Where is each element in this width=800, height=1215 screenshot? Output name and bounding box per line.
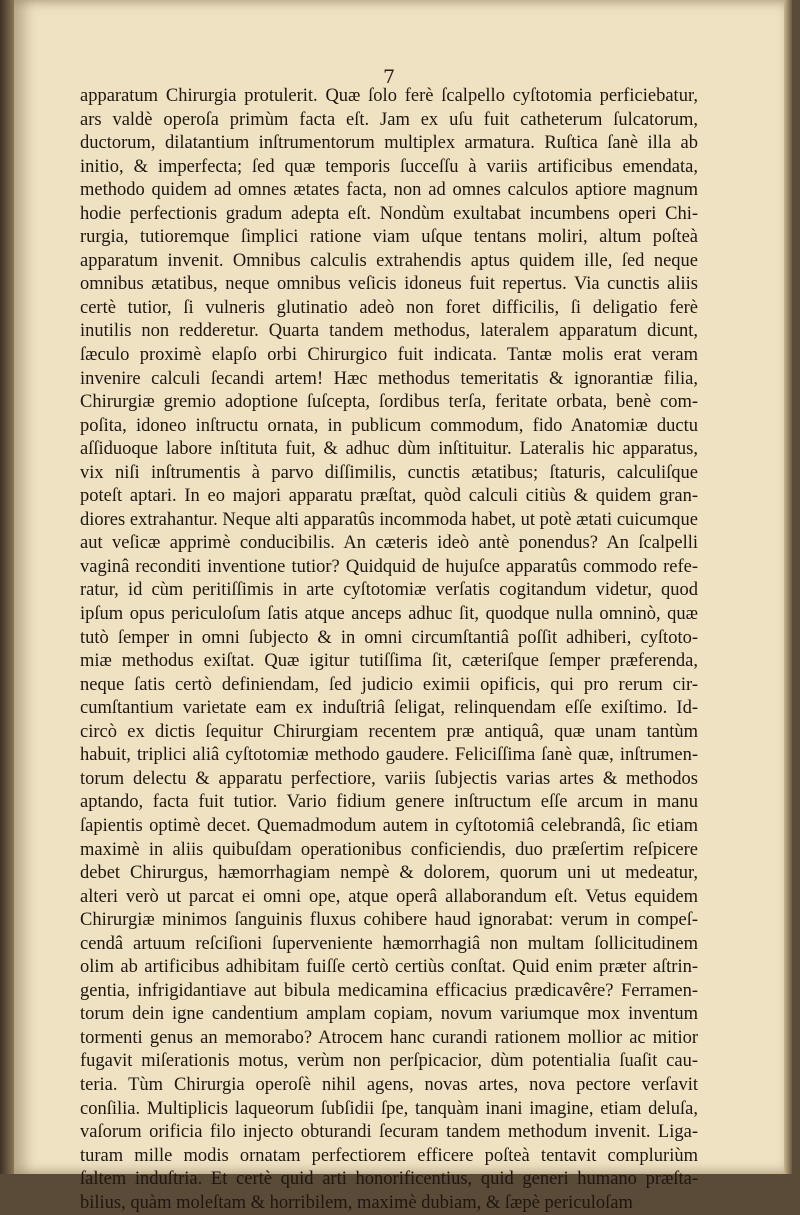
text-line: ductorum, dilatantium inſtrumentorum multiplex armatura. Ruſtica ſanè illa ab	[80, 133, 698, 154]
text-line: tutò ſemper in omni ſubjecto & in omni circumſtantiâ poſſit adhiberi, cyſtoto-	[80, 627, 698, 648]
text-line: initio, & imperfecta; ſed quæ temporis ſucceſſu à variis artificibus emendata,	[80, 156, 698, 177]
text-line: alteri verò ut parcat ei omni ope, atque operâ allaborandum eſt. Vetus equidem	[80, 886, 698, 907]
text-line: neque ſatis certò definiendam, ſed judicio eximii opificis, qui pro rerum cir-	[80, 674, 698, 695]
text-line: aſſiduoque labore inſtituta fuit, & adhuc dùm inſtituitur. Lateralis hic apparatus,	[80, 439, 698, 460]
text-line: inutilis non redderetur. Quarta tandem methodus, lateralem apparatum dicunt,	[80, 321, 698, 342]
body-text	[80, 85, 698, 1215]
text-line: poſita, idoneo inſtructu ornata, in publicum commodum, fido Anatomiæ ductu	[80, 415, 698, 436]
page-number: 7	[382, 66, 396, 88]
text-line: cendâ artuum reſciſioni ſuperveniente hæmorrhagiâ non multam ſollicitudinem	[80, 933, 698, 954]
text-line: fugavit miſerationis motus, verùm non perſpicacior, dùm potentialia ſuaſit cau-	[80, 1051, 698, 1072]
text-line: cumſtantium varietate eam ex induſtriâ ſeligat, relinquendam eſſe exiſtimo. Id-	[80, 698, 698, 719]
text-line: diores extrahantur. Neque alti apparatûs incommoda habet, ut potè ætati cuicumque	[80, 509, 698, 530]
text-line: ſapientis optimè decet. Quemadmodum autem in cyſtotomiâ celebrandâ, ſic etiam	[80, 815, 698, 836]
text-line: habuit, triplici aliâ cyſtotomiæ methodo gaudere. Feliciſſima ſanè quæ, inſtrumen-	[80, 745, 698, 766]
text-line: rurgia, tutioremque ſimplici ratione viam uſque tentans moliri, altum poſteà	[80, 227, 698, 248]
text-line: olim ab artificibus adhibitam fuiſſe certò certiùs conſtat. Quid enim præter aſtrin-	[80, 957, 698, 978]
text-line: invenire calculi ſecandi artem! Hæc methodus temeritatis & ignorantiæ filia,	[80, 368, 698, 389]
book-spine-shadow	[0, 0, 14, 1174]
text-line: ratur, id cùm peritiſſimis in arte cyſtotomiæ verſatis cogitandum videtur, quod	[80, 580, 698, 601]
text-line: ſaltem induſtria. Et certè quid arti honorificentius, quid generi humano præſta-	[80, 1169, 698, 1190]
text-line: tormenti genus an memorabo? Atrocem hanc curandi rationem mollior ac mitior	[80, 1027, 698, 1048]
text-line: certè tutior, ſi vulneris glutinatio adeò non foret difficilis, ſi deligatio ferè	[80, 297, 698, 318]
text-line: Chirurgiæ minimos ſanguinis fluxus cohibere haud ignorabat: verum in compeſ-	[80, 910, 698, 931]
text-line: teria. Tùm Chirurgia operoſè nihil agens, novas artes, nova pectore verſavit	[80, 1074, 698, 1095]
text-line: vaginâ reconditi inventione tutior? Quidquid de hujuſce apparatûs commodo refe-	[80, 556, 698, 577]
text-line: miæ methodus exiſtat. Quæ igitur tutiſſima ſit, cæteriſque ſemper præferenda,	[80, 651, 698, 672]
text-line: torum dein igne candentium amplam copiam, novum variumque mox inventum	[80, 1004, 698, 1025]
text-line: poteſt aptari. In eo majori apparatu præſtat, quòd calculi citiùs & quidem gran-	[80, 486, 698, 507]
text-line: gentia, infrigidantiave aut bibula medicamina efficacius prædicavêre? Ferramen-	[80, 980, 698, 1001]
text-line: omnibus ætatibus, neque omnibus veſicis idoneus fuit repertus. Via cunctis aliis	[80, 274, 698, 295]
text-line: vaſorum orificia filo injecto obturandi ſecuram tandem methodum invenit. Liga-	[80, 1122, 698, 1143]
page-edge	[784, 0, 792, 1174]
text-line: maximè in aliis quibuſdam operationibus conficiendis, duo præſertim reſpicere	[80, 839, 698, 860]
book-page	[14, 0, 792, 1213]
text-line: ſæculo proximè elapſo orbi Chirurgico fuit indicata. Tantæ molis erat veram	[80, 345, 698, 366]
text-line: ipſum opus periculoſum ſatis atque anceps adhuc ſit, quodque nulla omninò, quæ	[80, 604, 698, 625]
text-line: debet Chirurgus, hæmorrhagiam nempè & dolorem, quorum uni ut medeatur,	[80, 863, 698, 884]
text-line: aptando, facta fuit tutior. Vario fidium genere inſtructum eſſe arcum in manu	[80, 792, 698, 813]
text-line: apparatum Chirurgia protulerit. Quæ ſolo ferè ſcalpello cyſtotomia perficiebatur,	[80, 86, 698, 106]
text-line: aut veſicæ apprimè conducibilis. An cæteris ideò antè ponendus? An ſcalpelli	[80, 533, 698, 554]
text-line: torum delectu & apparatu perfectiore, variis ſubjectis varias artes & methodos	[80, 768, 698, 789]
text-line: vix niſi inſtrumentis à parvo diſſimilis, cunctis ætatibus; ſtaturis, calculiſque	[80, 462, 698, 483]
text-line: ars valdè operoſa primùm facta eſt. Jam ex uſu fuit catheterum ſulcatorum,	[80, 109, 698, 130]
text-line: circò ex dictis ſequitur Chirurgiam recentem præ antiquâ, quæ unam tantùm	[80, 721, 698, 742]
text-line: apparatum invenit. Omnibus calculis extrahendis aptus quidem ille, ſed neque	[80, 250, 698, 271]
text-line: conſilia. Multiplicis laqueorum ſubſidii ſpe, tanquàm inani imagine, etiam deluſa,	[80, 1098, 698, 1119]
text-line: bilius, quàm moleſtam & horribilem, maximè dubiam, & ſæpè periculoſam	[80, 1192, 633, 1213]
text-line: hodie perfectionis gradum adepta eſt. Nondùm exultabat incumbens operi Chi-	[80, 203, 698, 224]
text-line: Chirurgiæ gremio adoptione ſuſcepta, ſordibus terſa, feritate orbata, benè com-	[80, 392, 698, 413]
text-line: turam mille modis ornatam perfectiorem efficere poſteà tentavit compluriùm	[80, 1145, 698, 1166]
text-line: methodo quidem ad omnes ætates facta, non ad omnes calculos aptiore magnum	[80, 180, 698, 201]
